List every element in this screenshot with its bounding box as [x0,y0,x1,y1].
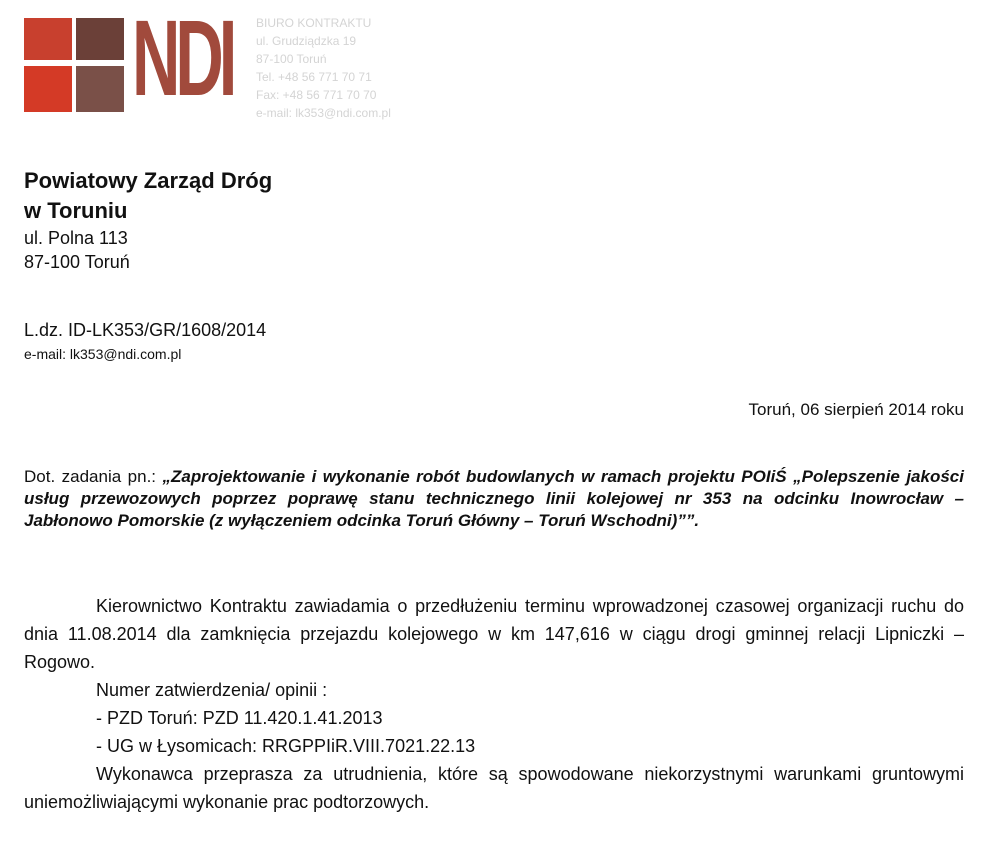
office-address-block [256,14,391,122]
reference-number: L.dz. ID-LK353/GR/1608/2014 [24,320,267,340]
approval-item-1: - PZD Toruń: PZD 11.420.1.41.2013 [96,708,383,728]
logo-square-top-right [76,18,124,60]
body-paragraph-2: Wykonawca przeprasza za utrudnienia, które są spowodowane niekorzystnymi warunkami gruntowymi uniemożliwiającymi wykonanie prac podtorzowych. [24,764,964,812]
office-line: ul. Grudziądzka 19 [256,34,357,48]
logo-square-top-left [24,18,72,60]
approval-header: Numer zatwierdzenia/ opinii : [96,680,328,700]
office-line: Fax: +48 56 771 70 70 [256,88,377,102]
logo-square-bottom-right [76,66,124,112]
recipient-name-line2: w Toruniu [24,198,128,223]
ndi-logo-squares [24,18,124,112]
subject-title: „Zaprojektowanie i wykonanie robót budowlanych w ramach projektu POIiŚ „Polepszenie jakości usług przewozowych poprzez poprawę stanu technicznego linii kolejowej nr 353 na odcinku Inowrocław – Jabłonowo Pomorskie (z wyłączeniem odcinka Toruń Główny – Toruń Wschodni)””. [24,467,964,530]
recipient-city: 87-100 Toruń [24,252,130,272]
logo-square-bottom-left [24,66,72,112]
recipient-name-line1: Powiatowy Zarząd Dróg [24,168,273,193]
office-line: e-mail: lk353@ndi.com.pl [256,106,391,120]
letter-date: Toruń, 06 sierpień 2014 roku [748,400,964,419]
reference-email: e-mail: lk353@ndi.com.pl [24,346,182,362]
office-line: Tel. +48 56 771 70 71 [256,70,372,84]
recipient-address [24,166,272,274]
approval-item-2: - UG w Łysomicach: RRGPPIiR.VIII.7021.22.13 [96,736,476,756]
recipient-street: ul. Polna 113 [24,228,128,248]
subject-label: Dot. zadania pn.: [24,467,163,486]
office-line: BIURO KONTRAKTU [256,16,372,30]
letter-body [24,592,964,816]
office-line: 87-100 Toruń [256,52,327,66]
body-paragraph-1: Kierownictwo Kontraktu zawiadamia o przedłużeniu terminu wprowadzonej czasowej organizacji ruchu do dnia 11.08.2014 dla zamknięcia przejazdu kolejowego w km 147,616 w ciągu drogi gminnej relacji Lipniczki – Rogowo. [24,596,964,672]
ndi-logo-text: NDI [132,0,233,118]
subject-block [24,466,964,532]
